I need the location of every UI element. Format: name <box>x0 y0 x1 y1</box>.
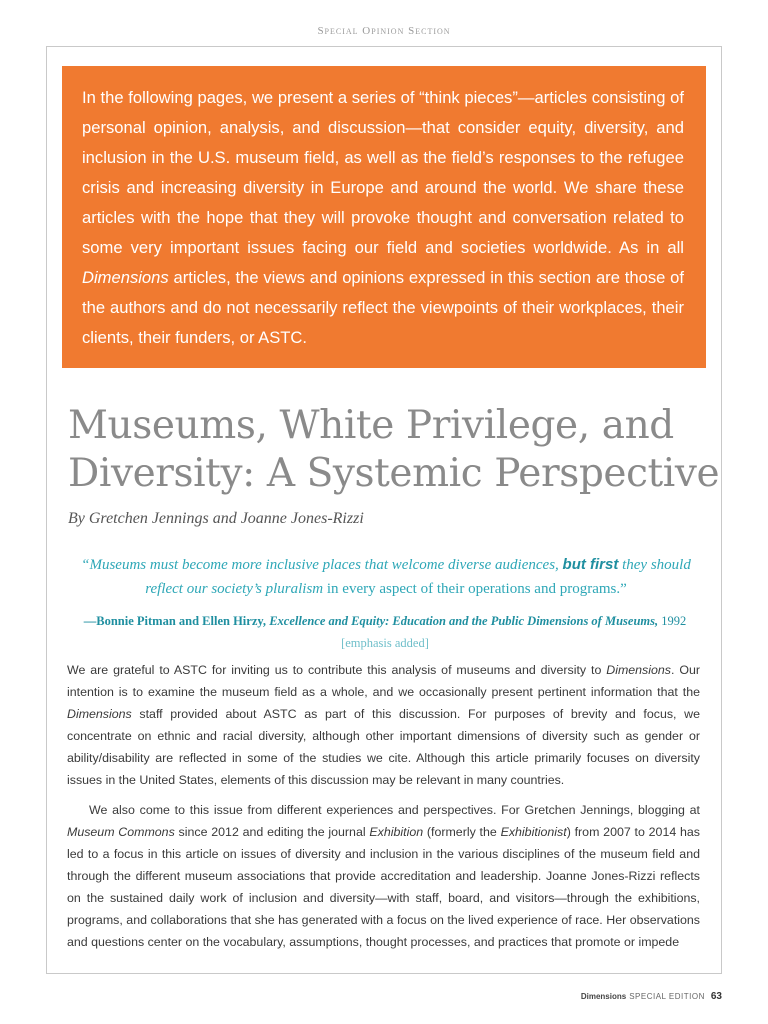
page-footer <box>581 991 722 1002</box>
intro-text-end: articles, the views and opinions expressed in this section are those of the authors and do not necessarily reflect the viewpoints of their workplaces, their clients, their funders, or ASTC. <box>82 268 684 347</box>
p1-text-e: staff provided about ASTC as part of this discussion. For purposes of brevity and focus, we concentrate on ethnic and racial diversity, although other important dimensions of diversity such as gender or ability/disability are reflected in some of the studies we cite. Although this article primarily focuses on diversity issues in the United States, elements of this discussion may be relevant in many countries. <box>67 707 700 787</box>
p1-italic-b: Dimensions <box>606 663 671 677</box>
quote-part-3: in every aspect of their operations and programs.” <box>326 581 627 597</box>
title-line-1: Museums, White Privilege, and <box>68 403 674 448</box>
quote-part-2: they should reflect our society’s pluralism <box>145 557 691 597</box>
footer-edition: SPECIAL EDITION <box>629 992 705 1001</box>
quote-part-1: “Museums must become more inclusive places that welcome diverse audiences, <box>81 557 563 573</box>
article-body <box>67 659 700 961</box>
attribution-emphasis-note: [emphasis added] <box>341 636 429 650</box>
attribution-year: 1992 <box>658 614 687 628</box>
page-number: 63 <box>710 991 722 1002</box>
p2-text-g: ) from 2007 to 2014 has led to a focus in this article on issues of diversity and inclusion in the various disciplines of the museum field and through the different museum associations that provide accreditation and leadership. Joanne Jones-Rizzi reflects on the sustained daily work of inclusion and diversity—with staff, board, and visitors—through the exhibitions, programs, and collaborations that she has generated with a focus on the lived experience of race. Her observations and questions center on the vocabulary, assumptions, thought processes, and practices that promote or impede <box>67 825 700 949</box>
quote-attribution <box>60 610 710 654</box>
p1-italic-d: Dimensions <box>67 707 132 721</box>
p2-text-c: since 2012 and editing the journal <box>174 825 370 839</box>
title-line-2: Diversity: A Systemic Perspective <box>68 451 720 496</box>
p2-text-a: We also come to this issue from different experiences and perspectives. For Gretchen Jennings, blogging at <box>89 803 700 817</box>
section-header: Special Opinion Section <box>317 25 451 37</box>
p1-text-c: . Our intention is to examine the museum field as a whole, and we occasionally present pertinent information that the <box>67 663 700 699</box>
intro-magazine-name: Dimensions <box>82 268 169 287</box>
body-paragraph-1 <box>67 659 700 791</box>
p2-italic-b: Museum Commons <box>67 825 175 839</box>
attribution-names: —Bonnie Pitman and Ellen Hirzy, <box>83 614 270 628</box>
p2-italic-d: Exhibition <box>369 825 424 839</box>
p1-text-a: We are grateful to ASTC for inviting us to contribute this analysis of museums and diversity to <box>67 663 607 677</box>
epigraph-quote <box>70 553 702 601</box>
p2-text-e: (formerly the <box>423 825 501 839</box>
intro-callout <box>62 66 706 368</box>
attribution-book: Excellence and Equity: Education and the Public Dimensions of Museums, <box>269 614 659 628</box>
quote-emphasis: but first <box>562 556 619 573</box>
footer-magazine: Dimensions <box>580 992 627 1001</box>
p2-italic-f: Exhibitionist <box>500 825 567 839</box>
byline: By Gretchen Jennings and Joanne Jones-Rizzi <box>68 510 364 527</box>
body-paragraph-2 <box>67 799 700 953</box>
article-title <box>68 402 728 498</box>
intro-text: In the following pages, we present a series of “think pieces”—articles consisting of personal opinion, analysis, and discussion—that consider equity, diversity, and inclusion in the U.S. museum field, as well as the field’s responses to the refugee crisis and increasing diversity in Europe and around the world. We share these articles with the hope that they will provoke thought and conversation related to some very important issues facing our field and societies worldwide. As in all <box>82 88 684 257</box>
